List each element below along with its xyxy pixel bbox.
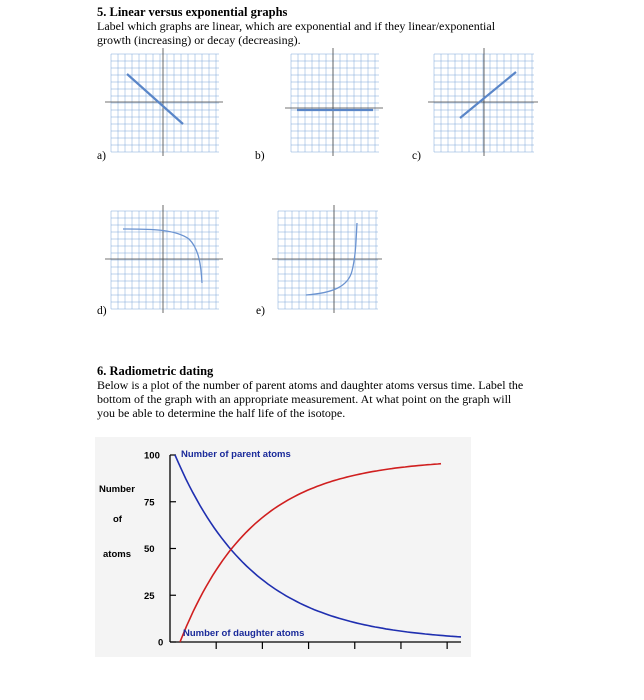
y-label-of: of [113,514,122,525]
y-tick-label: 100 [144,450,160,462]
graph-d [105,205,225,315]
graph-d-label: d) [97,305,107,317]
y-tick-label: 0 [158,637,164,649]
graph-c-label: c) [412,150,421,162]
q5-heading: 5. Linear versus exponential graphs [97,5,288,19]
y-tick-label: 25 [144,590,155,602]
q6-line3: you be able to determine the half life of the isotope. [97,406,346,420]
graph-a-label: a) [97,150,106,162]
q6-line1: Below is a plot of the number of parent atoms and daughter atoms versus time. Label the [97,378,524,392]
y-tick-label: 75 [144,497,155,509]
q6-heading: 6. Radiometric dating [97,364,214,378]
graph-c [428,48,540,158]
y-tick-label: 50 [144,544,155,555]
graph-e-grid [278,211,378,309]
y-label-atoms: atoms [103,549,131,560]
q5-instruction-line1: Label which graphs are linear, which are exponential and if they linear/exponential [97,19,496,33]
graph-b-grid [291,54,379,152]
graph-e [272,205,384,315]
graph-b-label: b) [255,150,265,162]
q6-line2: bottom of the graph with an appropriate measurement. At what point on the graph will [97,392,512,406]
y-label-number: Number [99,484,135,495]
graph-a-grid [111,54,219,152]
graph-b [285,48,385,158]
graph-a [105,48,225,158]
graph-d-grid [111,211,219,309]
graph-e-label: e) [256,305,265,317]
radiometric-chart [95,437,471,657]
q5-instruction-line2: growth (increasing) or decay (decreasing). [97,33,301,47]
parent-atoms-label: Number of parent atoms [181,449,291,460]
daughter-atoms-label: Number of daughter atoms [183,628,305,639]
